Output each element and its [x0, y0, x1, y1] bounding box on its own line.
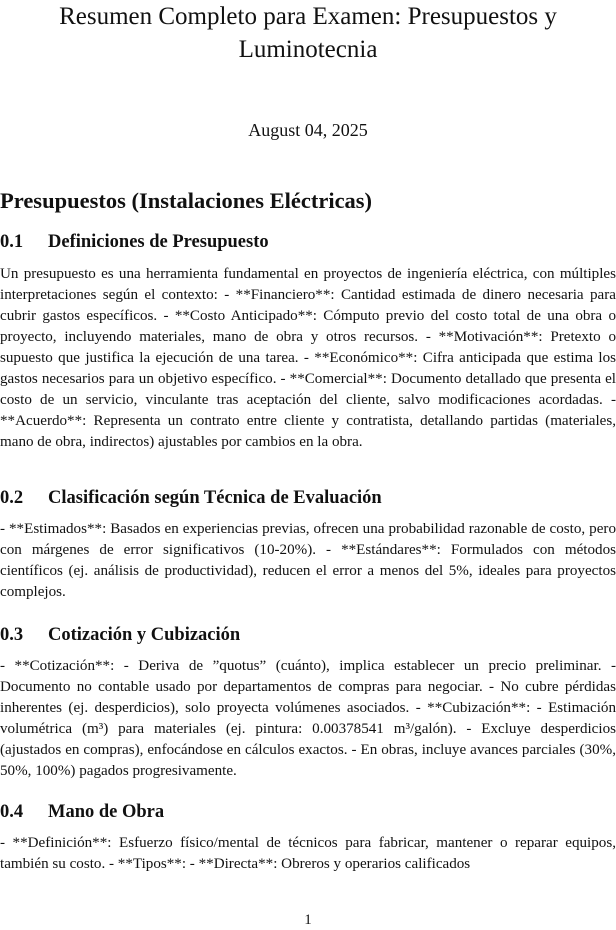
- subsection-title: Cotización y Cubización: [48, 625, 241, 645]
- paragraph: - **Definición**: Esfuerzo físico/mental de técnicos para fabricar, mantener o reparar equipos, también su costo. - **Tipos**: - **Directa**: Obreros y operarios calificados: [0, 835, 616, 872]
- document-title: Resumen Completo para Examen: Presupuestos y Luminotecnia: [59, 3, 557, 63]
- subsection-heading: [0, 802, 616, 823]
- subsection-number: 0.1: [0, 232, 24, 252]
- paragraph: Un presupuesto es una herramienta fundamental en proyectos de ingeniería eléctrica, con múltiples interpretaciones según el contexto: - **Financiero**: Cantidad estimada de dinero necesaria para cubrir gastos específicos. - **Costo Anticipado**: Cómputo previo del costo total de una obra o proyecto, incluyendo materiales, mano de obra y otros recursos. - **Motivación**: Pretexto o supuesto que justifica la ejecución de una tarea. - **Económico**: Cifra anticipada que estima los gastos necesarios para un objetivo específico. - **Comercial**: Documento detallado que presenta el costo de un servicio, vinculante tras aceptación del cliente, salvo modificaciones acordadas. - **Acuerdo**: Representa un contrato entre cliente y contratista, detallando partidas (materiales, mano de obra, indirectos) ajustables por cambios en la obra.: [0, 266, 616, 450]
- section-heading: Presupuestos (Instalaciones Eléctricas): [0, 188, 373, 213]
- subsection-title: Mano de Obra: [48, 802, 165, 822]
- document-date: August 04, 2025: [248, 120, 368, 140]
- subsection-heading: [0, 625, 616, 646]
- subsection-title: Definiciones de Presupuesto: [48, 232, 269, 252]
- subsection-number: 0.4: [0, 802, 24, 822]
- subsection-number: 0.2: [0, 488, 24, 508]
- paragraph: - **Estimados**: Basados en experiencias previas, ofrecen una probabilidad razonable de costo, pero con márgenes de error significativos (10-20%). - **Estándares**: Formulados con métodos científicos (ej. análisis de productividad), reducen el error a menos del 5%, ideales para proyectos complejos.: [0, 521, 616, 600]
- subsection-title: Clasificación según Técnica de Evaluación: [48, 488, 382, 508]
- subsection-heading: [0, 488, 616, 509]
- subsection-number: 0.3: [0, 625, 24, 645]
- page-number: 1: [304, 912, 312, 928]
- subsection-heading: [0, 232, 616, 253]
- paragraph: - **Cotización**: - Deriva de ”quotus” (cuánto), implica establecer un precio preliminar. - Documento no contable usado por departamentos de compras para negociar. - No cubre pérdidas inherentes (ej. desperdicios), solo proyecta volúmenes asociados. - **Cubización**: - Estimación volumétrica (m³) para materiales (ej. pintura: 0.00378541 m³/galón). - Excluye desperdicios (ajustados en compras), enfocándose en cálculos exactos. - En obras, incluye avances parciales (30%, 50%, 100%) pagados progresivamente.: [0, 658, 616, 779]
